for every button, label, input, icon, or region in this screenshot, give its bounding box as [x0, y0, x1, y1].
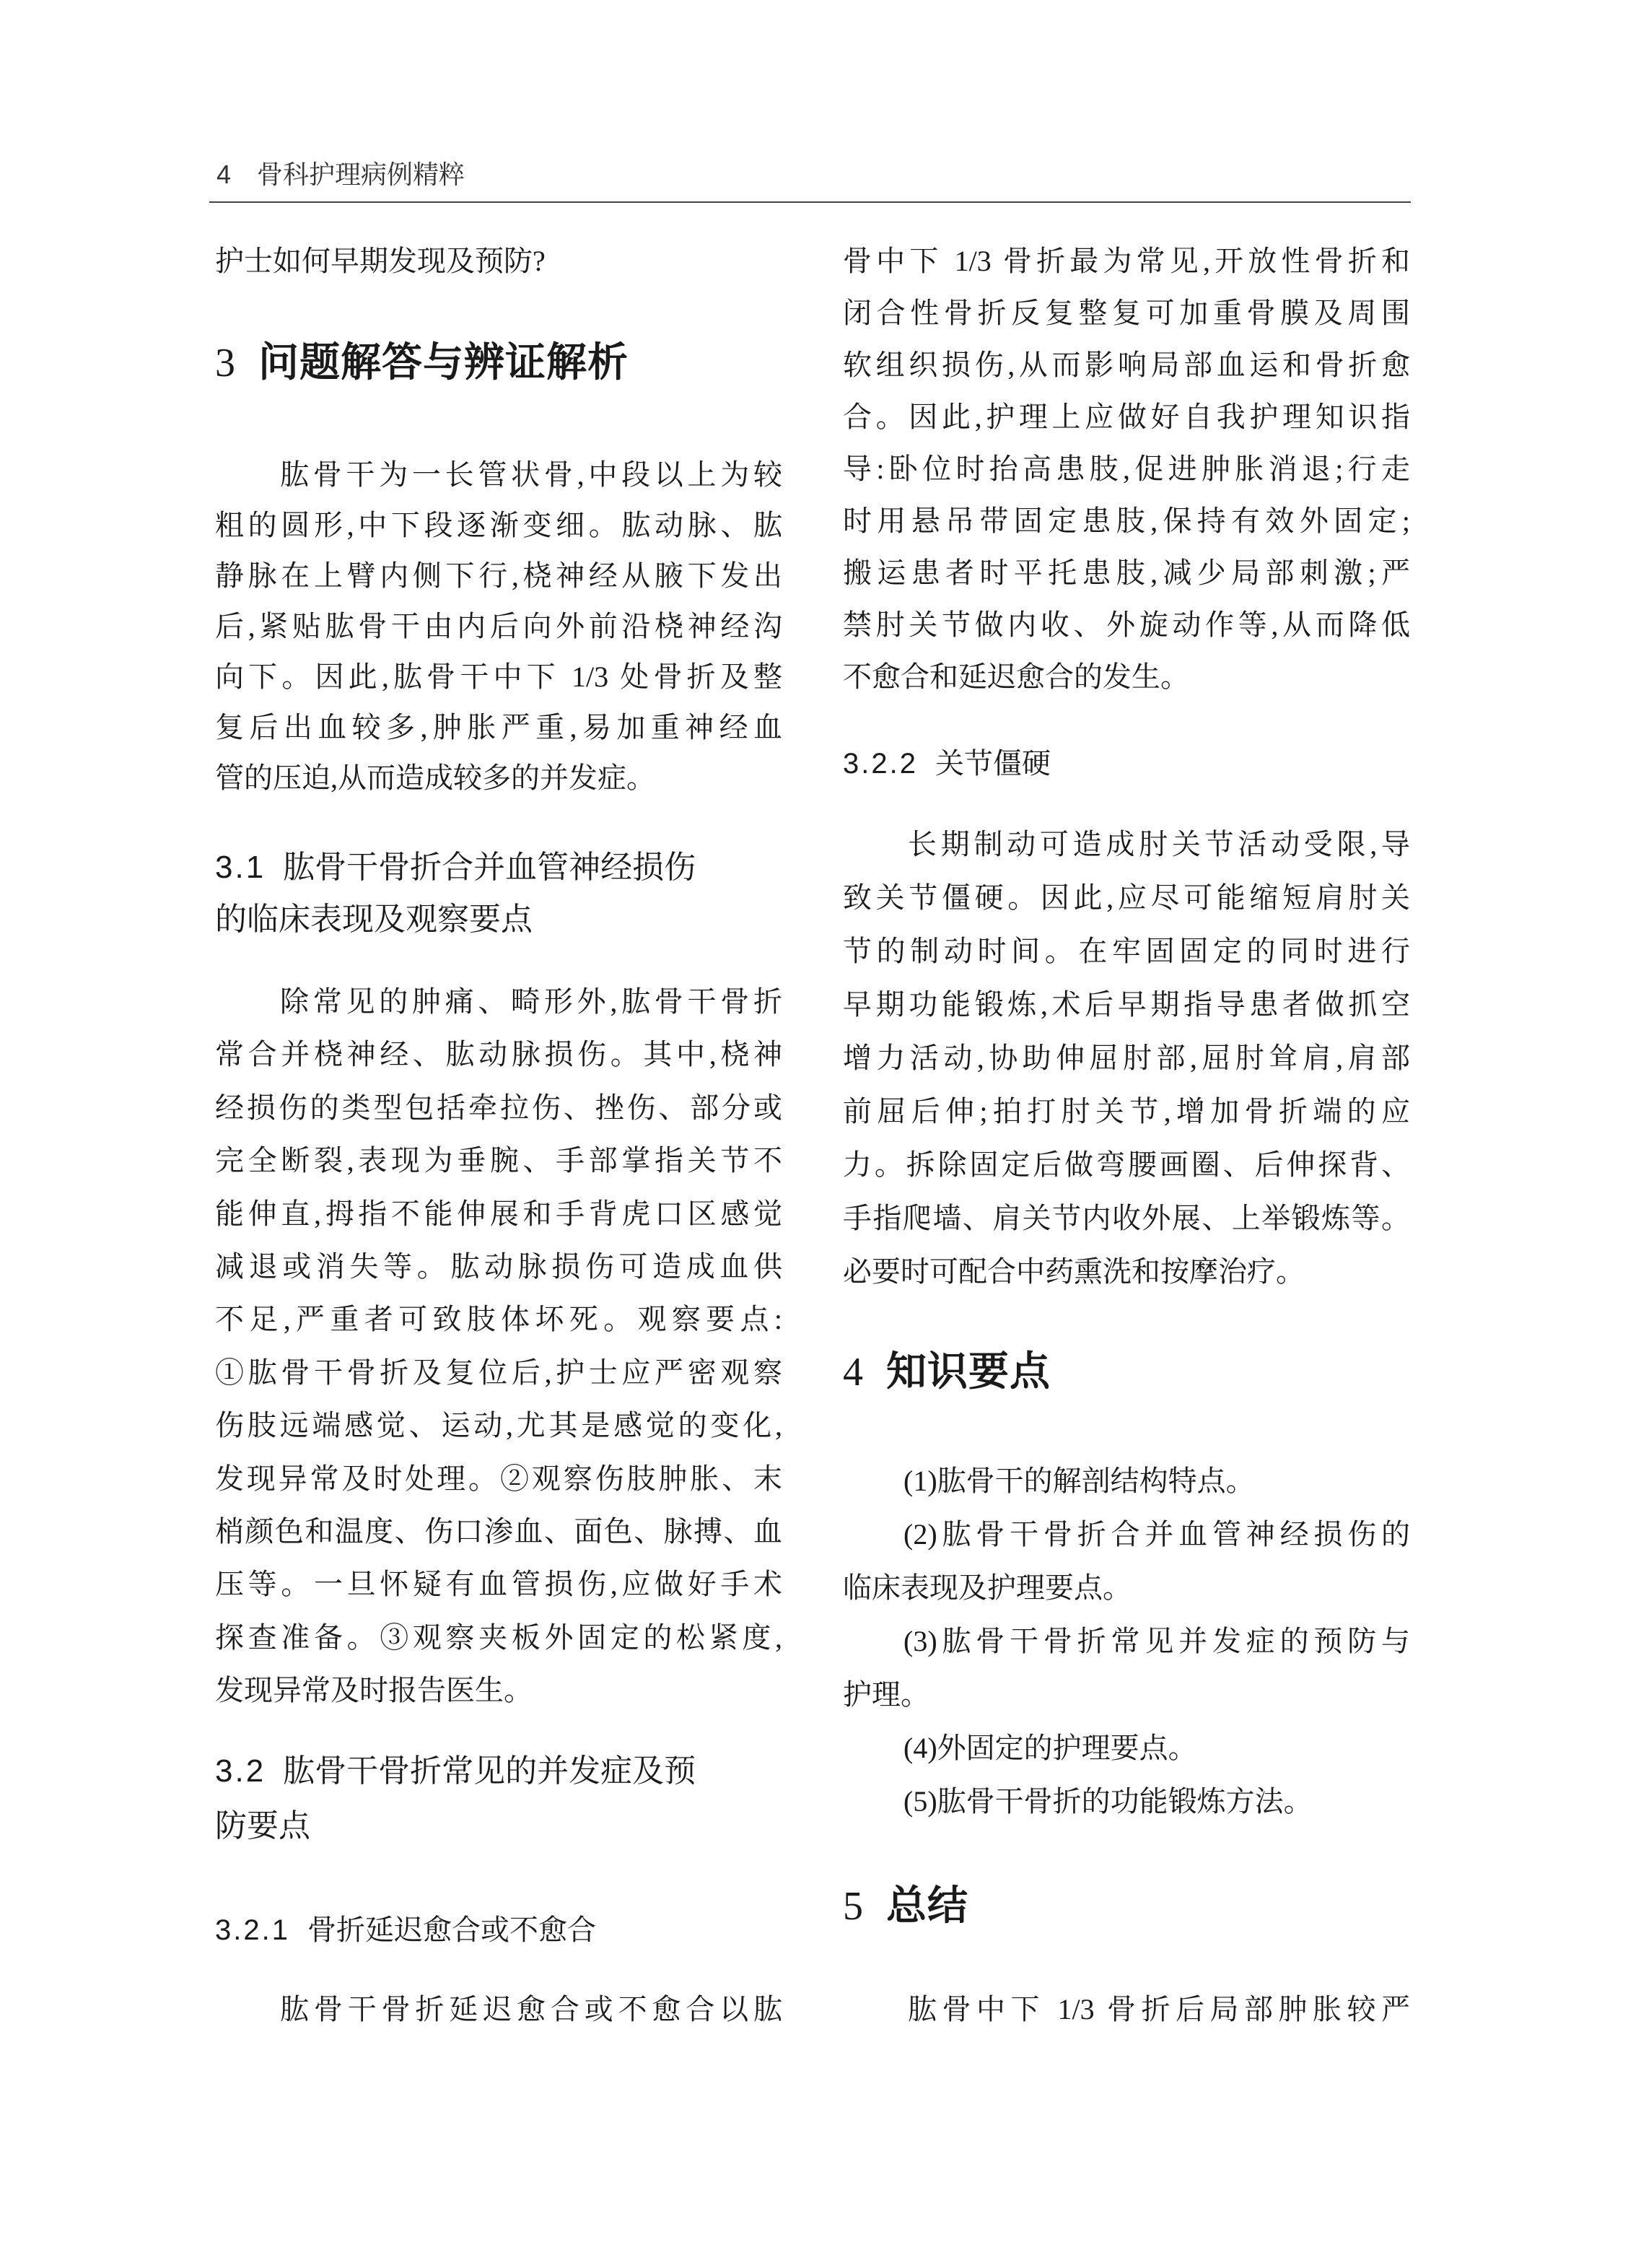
text-line: 肱骨干为一长管状骨,中段以上为较	[280, 458, 782, 491]
section-number: 4	[843, 1350, 863, 1395]
list-item-continuation: 临床表现及护理要点。	[843, 1571, 1132, 1604]
section-title-line: 的临床表现及观察要点	[215, 902, 533, 937]
section-number: 3.1	[215, 850, 266, 885]
section-3-1-heading	[215, 842, 782, 946]
section-4-heading	[843, 1346, 1410, 1397]
text-line: 常合并桡神经、肱动脉损伤。其中,桡神	[215, 1038, 782, 1071]
section-3-heading	[215, 337, 782, 388]
text-line: 禁肘关节做内收、外旋动作等,从而降低	[843, 609, 1410, 641]
text-line: 管的压迫,从而造成较多的并发症。	[215, 762, 655, 794]
text-line: 时用悬吊带固定患肢,保持有效外固定;	[843, 505, 1410, 537]
section-title: 知识要点	[886, 1348, 1051, 1394]
paragraph-clinical	[215, 975, 782, 1717]
list-item-continuation: 护理。	[843, 1678, 929, 1711]
list-item: (5)肱骨干骨折的功能锻炼方法。	[903, 1785, 1313, 1818]
section-number: 3.2	[215, 1753, 266, 1789]
text-line: 减退或消失等。肱动脉损伤可造成血供	[215, 1250, 782, 1283]
section-title: 骨折延迟愈合或不愈合	[307, 1914, 596, 1946]
paragraph-summary	[843, 1984, 1410, 2036]
text-line: 伤肢远端感觉、运动,尤其是感觉的变化,	[215, 1409, 782, 1442]
section-3-2-1-heading	[215, 1904, 782, 1956]
list-item: (4)外固定的护理要点。	[903, 1732, 1197, 1764]
section-3-2-heading	[215, 1744, 782, 1854]
section-title-line: 肱骨干骨折合并血管神经损伤	[283, 850, 696, 885]
paragraph-joint-stiffness	[843, 818, 1410, 1299]
section-title-line: 防要点	[215, 1808, 310, 1844]
section-title: 总结	[886, 1883, 968, 1928]
section-3-2-2-heading	[843, 738, 1410, 790]
text-line: 肱骨干骨折延迟愈合或不愈合以肱	[280, 1993, 782, 2025]
text-line: 力。拆除固定后做弯腰画圈、后伸探背、	[843, 1148, 1410, 1181]
paragraph-delayed-union-cont	[843, 235, 1410, 703]
text-line: 压等。一旦怀疑有血管损伤,应做好手术	[215, 1568, 782, 1601]
section-title: 问题解答与辨证解析	[258, 339, 629, 385]
section-title-line: 肱骨干骨折常见的并发症及预	[283, 1753, 696, 1789]
text-line: 发现异常及时报告医生。	[215, 1674, 533, 1707]
paragraph-delayed-union	[215, 1984, 782, 2036]
list-item: (2)肱骨干骨折合并血管神经损伤的	[903, 1518, 1410, 1550]
text-line: 经损伤的类型包括牵拉伤、挫伤、部分或	[215, 1091, 782, 1124]
text-line: 致关节僵硬。因此,应尽可能缩短肩肘关	[843, 881, 1410, 914]
text-line: ①肱骨干骨折及复位后,护士应严密观察	[215, 1356, 782, 1389]
text-line: 早期功能锻炼,术后早期指导患者做抓空	[843, 988, 1410, 1021]
text-line: 后,紧贴肱骨干由内后向外前沿桡神经沟	[215, 610, 782, 642]
text-line: 能伸直,拇指不能伸展和手背虎口区感觉	[215, 1197, 782, 1230]
text-line: 静脉在上臂内侧下行,桡神经从腋下发出	[215, 559, 782, 592]
text-line: 必要时可配合中药熏洗和按摩治疗。	[843, 1255, 1305, 1288]
text-line: 探查准备。③观察夹板外固定的松紧度,	[215, 1621, 782, 1654]
text-line: 发现异常及时处理。②观察伤肢肿胀、末	[215, 1462, 782, 1495]
page-number: 4	[216, 160, 232, 189]
text-line: 梢颜色和温度、伤口渗血、面色、脉搏、血	[215, 1515, 782, 1548]
text-line: 完全断裂,表现为垂腕、手部掌指关节不	[215, 1144, 782, 1177]
text-line: 节的制动时间。在牢固固定的同时进行	[843, 935, 1410, 967]
paragraph-anatomy	[215, 450, 782, 803]
knowledge-points-list	[843, 1454, 1410, 1828]
section-title: 关节僵硬	[935, 748, 1051, 780]
section-5-heading	[843, 1880, 1410, 1932]
text-line: 不足,严重者可致肢体坏死。观察要点:	[215, 1303, 782, 1336]
text-line: 长期制动可造成肘关节活动受限,导	[908, 828, 1410, 860]
text-line: 粗的圆形,中下段逐渐变细。肱动脉、肱	[215, 509, 782, 541]
text-line: 手指爬墙、肩关节内收外展、上举锻炼等。	[843, 1202, 1410, 1234]
text-line: 软组织损伤,从而影响局部血运和骨折愈	[843, 349, 1410, 381]
section-number: 5	[843, 1884, 863, 1929]
text-line: 不愈合和延迟愈合的发生。	[843, 660, 1189, 693]
section-number: 3.2.2	[843, 748, 918, 780]
running-header	[216, 157, 465, 192]
text-line: 骨中下 1/3 骨折最为常见,开放性骨折和	[843, 245, 1410, 277]
text-line: 肱骨中下 1/3 骨折后局部肿胀较严	[908, 1993, 1410, 2025]
text-line: 合。因此,护理上应做好自我护理知识指	[843, 401, 1410, 433]
text-line: 向下。因此,肱骨干中下 1/3 处骨折及整	[215, 660, 782, 693]
intro-line: 护士如何早期发现及预防?	[215, 245, 546, 277]
text-line: 搬运患者时平托患肢,减少局部刺激;严	[843, 557, 1410, 589]
text-line: 导:卧位时抬高患肢,促进肿胀消退;行走	[843, 453, 1410, 485]
text-line: 增力活动,协助伸屈肘部,屈肘耸肩,肩部	[843, 1042, 1410, 1074]
book-title: 骨科护理病例精粹	[257, 160, 465, 189]
text-line: 前屈后伸;拍打肘关节,增加骨折端的应	[843, 1095, 1410, 1128]
header-divider	[209, 201, 1411, 203]
text-line: 复后出血较多,肿胀严重,易加重神经血	[215, 711, 782, 743]
text-line: 除常见的肿痛、畸形外,肱骨干骨折	[280, 985, 782, 1018]
text-line: 闭合性骨折反复整复可加重骨膜及周围	[843, 297, 1410, 329]
list-item: (1)肱骨干的解剖结构特点。	[903, 1465, 1255, 1497]
section-number: 3.2.1	[215, 1914, 290, 1946]
section-number: 3	[215, 341, 235, 385]
list-item: (3)肱骨干骨折常见并发症的预防与	[903, 1625, 1410, 1657]
